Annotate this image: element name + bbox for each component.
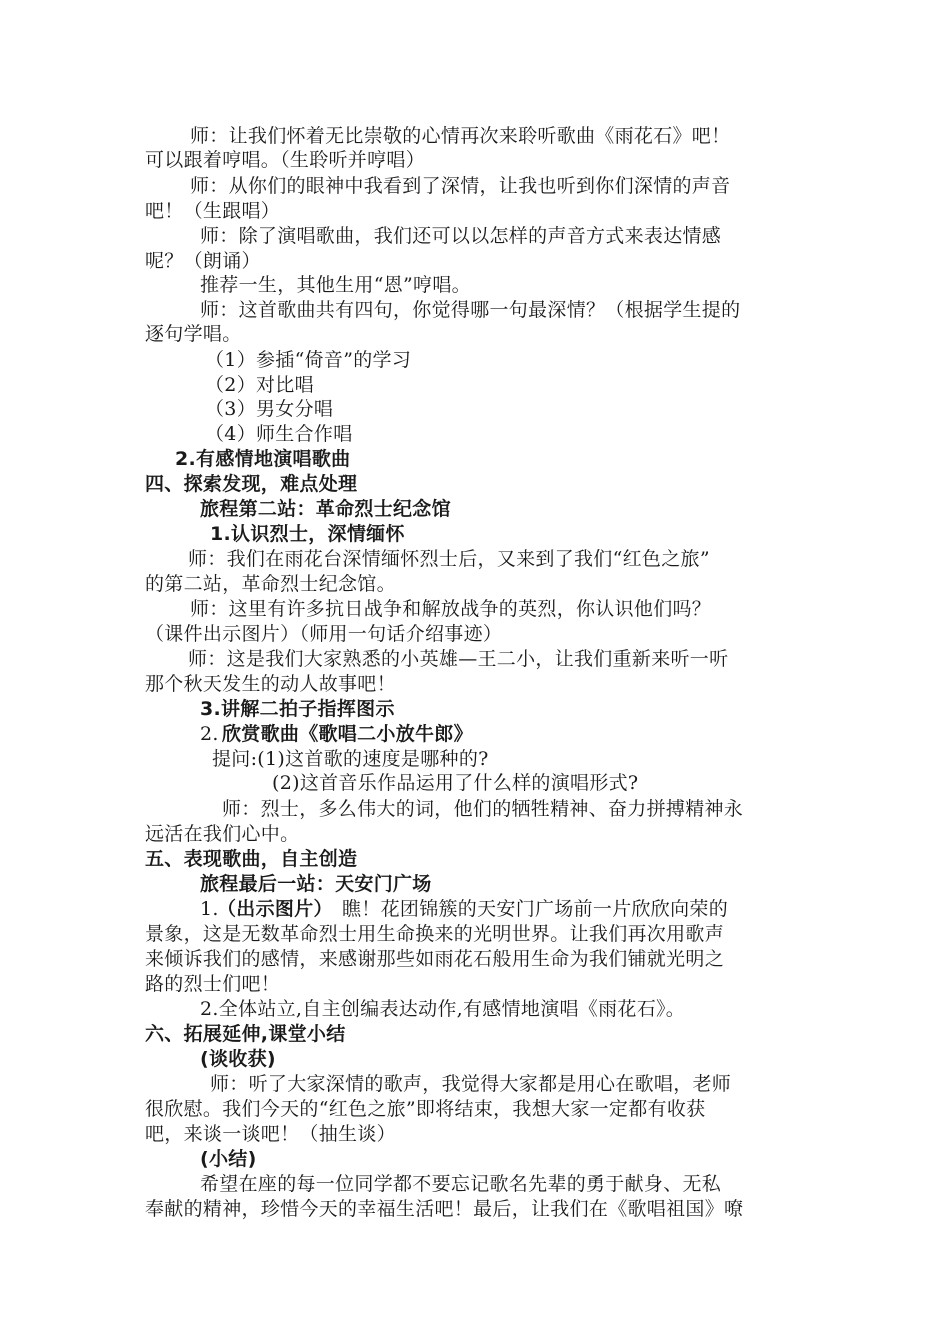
paragraph-line: （课件出示图片）（师用一句话介绍事迹）	[145, 623, 503, 645]
list-item: （2）对比唱	[205, 374, 314, 396]
subheading: (小结)	[200, 1148, 257, 1170]
paragraph-line: 奉献的精神，珍惜今天的幸福生活吧！最后，让我们在《歌唱祖国》嘹	[145, 1198, 744, 1220]
paragraph-line: 逐句学唱。	[145, 323, 242, 345]
subheading: 2.有感情地演唱歌曲	[175, 448, 351, 470]
paragraph-line: 远活在我们心中。	[145, 823, 300, 845]
subheading: 欣赏歌曲《歌唱二小放牛郎》	[222, 723, 473, 745]
section-heading: 四、探索发现，难点处理	[145, 473, 358, 495]
paragraph-line: 师：这首歌曲共有四句，你觉得哪一句最深情？（根据学生提的	[200, 299, 741, 321]
paragraph-line: 路的烈士们吧！	[145, 973, 281, 995]
section-heading: 六、拓展延伸,课堂小结	[145, 1023, 346, 1045]
paragraph-line: 瞧！花团锦簇的天安门广场前一片欣欣向荣的	[342, 898, 729, 920]
subheading: (谈收获)	[200, 1048, 276, 1070]
paragraph-line: 师：这是我们大家熟悉的小英雄—王二小，让我们重新来听一听	[188, 648, 729, 670]
paragraph-line: 吧！（生跟唱）	[145, 200, 281, 222]
inline-bold: （出示图片）	[217, 898, 333, 920]
paragraph-line: 吧，来谈一谈吧！（抽生谈）	[145, 1123, 396, 1145]
paragraph-line: 2.全体站立,自主创编表达动作,有感情地演唱《雨花石》。	[200, 998, 686, 1020]
paragraph-line: 很欣慰。我们今天的“红色之旅”即将结束，我想大家一定都有收获	[145, 1098, 706, 1120]
paragraph-line: 的第二站，革命烈士纪念馆。	[145, 573, 396, 595]
paragraph-line: 师：让我们怀着无比崇敬的心情再次来聆听歌曲《雨花石》吧！	[190, 125, 731, 147]
paragraph-line: 来倾诉我们的感情，来感谢那些如雨花石般用生命为我们铺就光明之	[145, 948, 725, 970]
item-number: 2.	[200, 723, 219, 745]
item-number: 1.	[200, 898, 219, 920]
paragraph-line: 可以跟着哼唱。（生聆听并哼唱）	[145, 149, 426, 171]
paragraph-line: 师：我们在雨花台深情缅怀烈士后，又来到了我们“红色之旅”	[188, 548, 710, 570]
subheading: 旅程最后一站：天安门广场	[200, 873, 432, 895]
paragraph-line: 希望在座的每一位同学都不要忘记歌名先辈的勇于献身、无私	[200, 1173, 722, 1195]
paragraph-line: 师：除了演唱歌曲，我们还可以以怎样的声音方式来表达情感	[200, 225, 722, 247]
paragraph-line: 呢？（朗诵）	[145, 250, 261, 272]
list-item: （4）师生合作唱	[205, 423, 353, 445]
paragraph-line: 师：这里有许多抗日战争和解放战争的英烈，你认识他们吗？	[190, 598, 712, 620]
paragraph-line: 师：听了大家深情的歌声，我觉得大家都是用心在歌唱，老师	[210, 1073, 732, 1095]
paragraph-line: 师：从你们的眼神中我看到了深情，让我也听到你们深情的声音	[190, 175, 731, 197]
section-heading: 五、表现歌曲，自主创造	[145, 848, 358, 870]
paragraph-line: 那个秋天发生的动人故事吧！	[145, 673, 396, 695]
question-line: 提问:(1)这首歌的速度是哪种的?	[212, 748, 489, 770]
subheading: 3.讲解二拍子指挥图示	[200, 698, 395, 720]
list-item: （3）男女分唱	[205, 398, 334, 420]
subheading: 旅程第二站：革命烈士纪念馆	[200, 498, 451, 520]
question-line: (2)这首音乐作品运用了什么样的演唱形式?	[272, 772, 639, 794]
paragraph-line: 师：烈士，多么伟大的词，他们的牺牲精神、奋力拼搏精神永	[222, 798, 744, 820]
paragraph-line: 推荐一生，其他生用“恩”哼唱。	[200, 274, 471, 296]
paragraph-line: 景象，这是无数革命烈士用生命换来的光明世界。让我们再次用歌声	[145, 923, 725, 945]
list-item: （1）参插“倚音”的学习	[205, 349, 412, 371]
subheading: 1.认识烈士，深情缅怀	[210, 523, 405, 545]
